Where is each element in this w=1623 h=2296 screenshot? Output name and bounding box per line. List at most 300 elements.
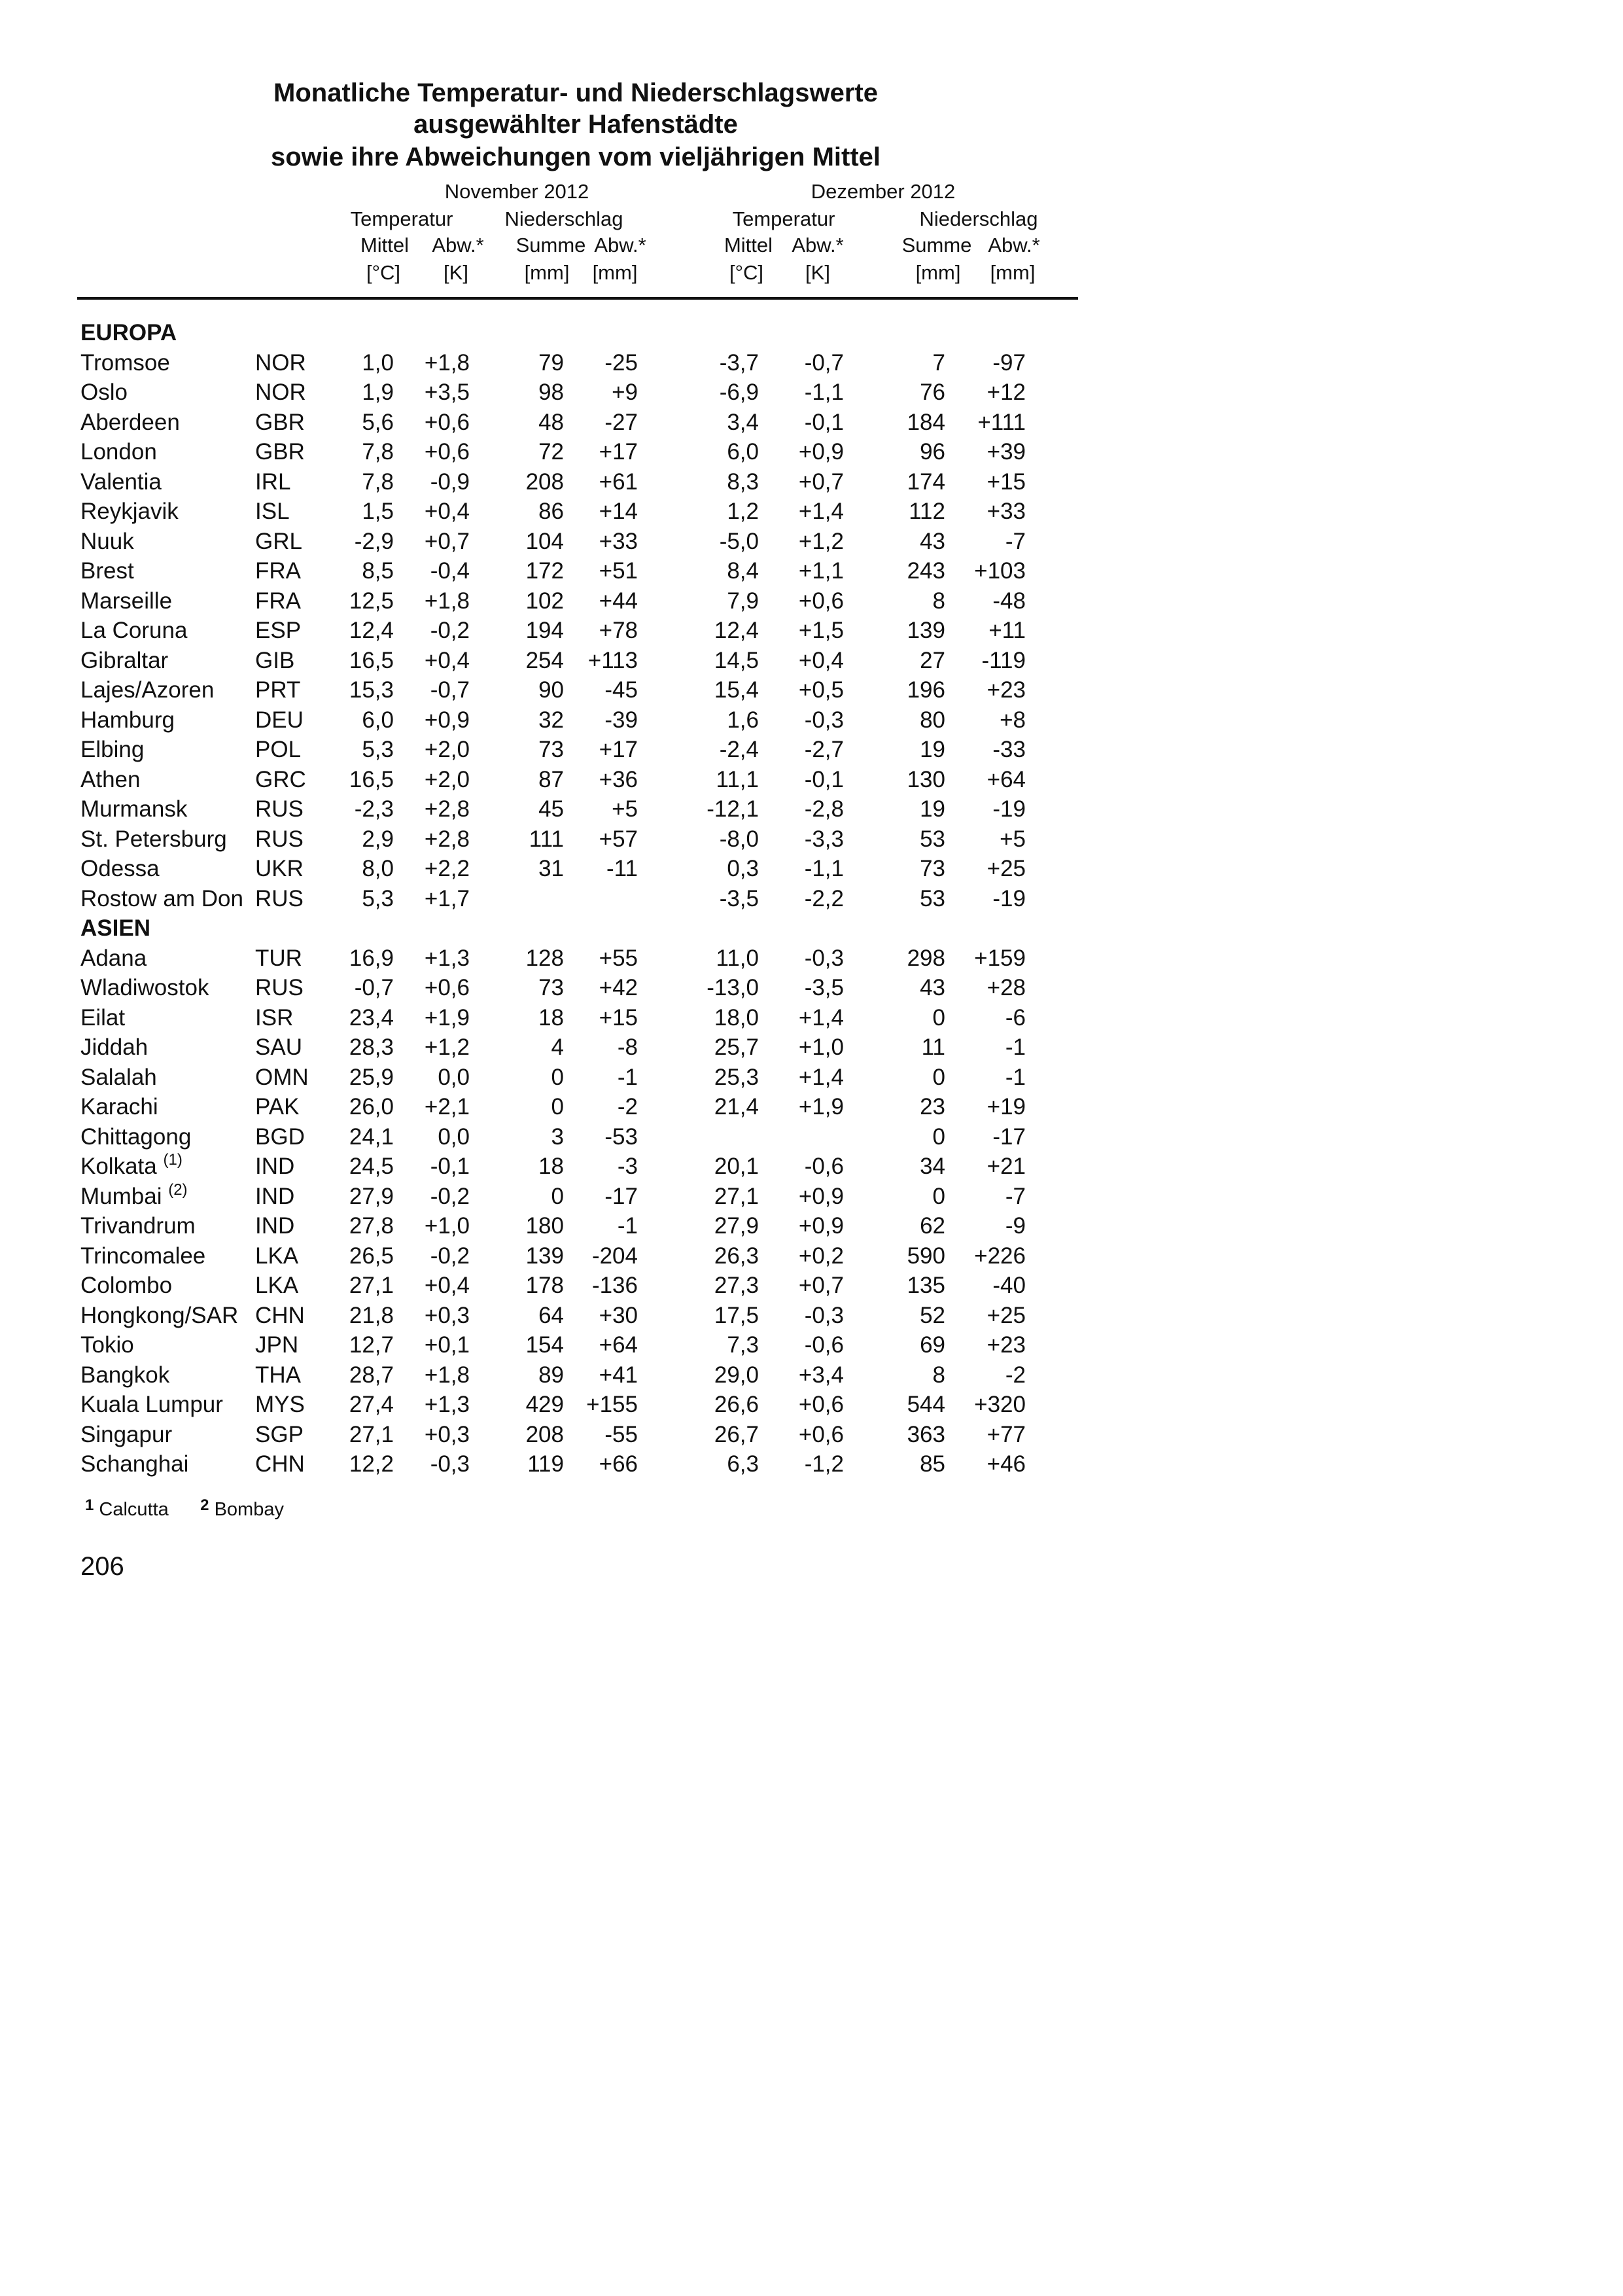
cell-dec-temp-mean: 25,3 <box>714 1064 759 1090</box>
footnotes <box>85 1494 284 1521</box>
cell-nov-temp-mean: 12,2 <box>349 1451 394 1477</box>
cell-dec-precip-dev: -1 <box>1005 1034 1026 1060</box>
cell-nov-precip-dev: -2 <box>617 1094 638 1120</box>
cell-dec-temp-dev: -3,5 <box>804 975 844 1000</box>
cell-nov-temp-mean: 6,0 <box>362 707 394 733</box>
cell-nov-temp-mean: 7,8 <box>362 468 394 495</box>
cell-nov-precip-sum: 0 <box>551 1183 564 1209</box>
cell-country: ESP <box>255 618 302 643</box>
cell-dec-precip-dev: +77 <box>986 1421 1026 1447</box>
cell-dec-temp-dev: +3,4 <box>798 1362 844 1388</box>
cell-dec-precip-dev: +320 <box>974 1392 1026 1417</box>
header-unit-mm-nov: [mm] <box>524 261 570 284</box>
cell-nov-temp-dev: -0,2 <box>430 1243 470 1269</box>
cell-dec-precip-sum: 174 <box>907 468 945 495</box>
cell-nov-temp-dev: +2,0 <box>424 737 470 762</box>
cell-nov-temp-dev: -0,2 <box>430 1183 470 1209</box>
cell-city <box>80 1182 188 1211</box>
cell-nov-temp-mean: -2,3 <box>354 796 394 822</box>
cell-city: Eilat <box>80 1004 126 1031</box>
cell-nov-precip-dev: -204 <box>591 1243 638 1269</box>
cell-dec-temp-dev: -0,7 <box>804 349 844 376</box>
cell-nov-temp-dev: -0,9 <box>430 468 470 495</box>
table-row <box>0 1092 1112 1122</box>
table-row <box>0 1449 1112 1479</box>
cell-nov-precip-sum: 208 <box>525 1421 564 1447</box>
cell-nov-precip-dev: +17 <box>599 737 638 762</box>
cell-country: PRT <box>255 677 301 703</box>
cell-dec-temp-mean: 1,2 <box>727 499 759 524</box>
cell-dec-precip-dev: +159 <box>974 945 1026 971</box>
table-row <box>0 646 1112 675</box>
cell-country: THA <box>255 1362 301 1388</box>
cell-dec-precip-dev: -7 <box>1005 1183 1026 1209</box>
cell-dec-temp-dev: +0,9 <box>798 1213 844 1239</box>
cell-dec-temp-dev: +1,9 <box>798 1094 844 1120</box>
cell-nov-precip-sum: 0 <box>551 1094 564 1120</box>
cell-dec-precip-dev: +8 <box>1000 707 1026 733</box>
cell-city: Schanghai <box>80 1451 189 1477</box>
cell-dec-temp-dev: -1,2 <box>804 1451 844 1477</box>
cell-dec-precip-sum: 8 <box>932 588 945 614</box>
cell-nov-precip-sum: 119 <box>527 1451 564 1477</box>
header-abw-prec-nov: Abw.* <box>594 234 646 256</box>
header-abw-temp-dec: Abw.* <box>792 234 844 256</box>
cell-nov-precip-sum: 86 <box>538 499 564 524</box>
footnote-2-marker: 2 <box>200 1496 209 1514</box>
cell-nov-temp-dev: +0,6 <box>424 975 470 1000</box>
cell-nov-precip-dev: +5 <box>612 796 638 822</box>
cell-nov-precip-dev: -1 <box>617 1064 638 1090</box>
cell-dec-temp-mean: 7,9 <box>727 588 759 614</box>
table-row <box>0 408 1112 437</box>
cell-dec-temp-dev: +1,4 <box>798 499 844 524</box>
cell-country: LKA <box>255 1273 299 1298</box>
cell-city: Lajes/Azoren <box>80 677 215 703</box>
cell-dec-temp-mean: -13,0 <box>707 975 759 1000</box>
cell-nov-precip-sum: 45 <box>538 796 564 822</box>
table-row <box>0 1301 1112 1330</box>
section-heading: ASIEN <box>80 915 150 941</box>
cell-nov-temp-dev: +2,8 <box>424 796 470 822</box>
cell-dec-precip-sum: 23 <box>920 1094 945 1120</box>
cell-country: DEU <box>255 707 304 733</box>
cell-city: Chittagong <box>80 1123 192 1150</box>
cell-dec-temp-dev: +0,6 <box>798 588 844 614</box>
cell-nov-precip-sum: 128 <box>525 945 564 971</box>
cell-dec-temp-mean: 6,0 <box>727 439 759 465</box>
cell-city: Oslo <box>80 380 128 405</box>
cell-nov-precip-dev: -25 <box>604 349 638 376</box>
cell-country: FRA <box>255 558 301 584</box>
cell-dec-temp-mean: 1,6 <box>727 707 759 733</box>
cell-city: Jiddah <box>80 1034 148 1060</box>
cell-nov-precip-sum: 154 <box>525 1332 564 1358</box>
cell-country: MYS <box>255 1392 305 1417</box>
table-row <box>0 378 1112 407</box>
cell-nov-precip-sum: 180 <box>525 1213 564 1239</box>
cell-dec-precip-sum: 0 <box>932 1183 945 1209</box>
cell-nov-precip-dev: +14 <box>599 499 638 524</box>
cell-dec-precip-sum: 53 <box>920 885 945 911</box>
cell-dec-precip-dev: -97 <box>992 349 1026 376</box>
header-temperatur-dec: Temperatur <box>732 207 835 230</box>
cell-nov-temp-dev: +2,2 <box>424 856 470 881</box>
cell-nov-temp-dev: +1,2 <box>424 1034 470 1060</box>
cell-city: Marseille <box>80 588 173 614</box>
cell-nov-precip-dev: -39 <box>604 707 638 733</box>
cell-dec-precip-sum: 19 <box>920 737 945 762</box>
cell-dec-temp-mean: -6,9 <box>719 380 759 405</box>
cell-nov-precip-dev: -53 <box>604 1123 638 1150</box>
cell-dec-precip-sum: 0 <box>932 1004 945 1031</box>
table-row <box>0 556 1112 586</box>
cell-nov-temp-dev: +3,5 <box>424 380 470 405</box>
cell-dec-precip-sum: 69 <box>920 1332 945 1358</box>
table-row <box>0 1003 1112 1033</box>
table-row <box>0 497 1112 526</box>
cell-dec-precip-sum: 85 <box>920 1451 945 1477</box>
cell-nov-precip-dev: +42 <box>599 975 638 1000</box>
cell-nov-precip-sum: 32 <box>538 707 564 733</box>
cell-city: Wladiwostok <box>80 975 209 1000</box>
cell-dec-precip-dev: -19 <box>992 796 1026 822</box>
cell-nov-temp-dev: +1,8 <box>424 349 470 376</box>
cell-dec-temp-mean: 18,0 <box>714 1004 759 1031</box>
cell-dec-temp-mean: 27,9 <box>714 1213 759 1239</box>
cell-nov-precip-sum: 208 <box>525 468 564 495</box>
cell-dec-temp-mean: 14,5 <box>714 647 759 673</box>
footnote-2-text: Bombay <box>214 1499 284 1520</box>
cell-nov-temp-dev: -0,4 <box>430 558 470 584</box>
cell-dec-temp-dev: +0,7 <box>798 468 844 495</box>
header-temperatur-nov: Temperatur <box>350 207 453 230</box>
table-row <box>0 705 1112 735</box>
cell-nov-precip-dev: +55 <box>599 945 638 971</box>
cell-nov-temp-mean: 8,0 <box>362 856 394 881</box>
cell-dec-precip-sum: 73 <box>920 856 945 881</box>
cell-dec-temp-mean: 8,4 <box>727 558 759 584</box>
cell-country: PAK <box>255 1094 300 1120</box>
header-unit-k-dec: [K] <box>805 261 830 284</box>
cell-nov-temp-dev: -0,1 <box>430 1154 470 1179</box>
cell-nov-temp-mean: 26,0 <box>349 1094 394 1120</box>
cell-dec-precip-sum: 135 <box>907 1273 945 1298</box>
table-row <box>0 1063 1112 1092</box>
cell-dec-precip-dev: -48 <box>992 588 1026 614</box>
cell-nov-temp-dev: +1,8 <box>424 1362 470 1388</box>
cell-dec-temp-dev: +1,1 <box>798 558 844 584</box>
header-unit-mm-dec: [mm] <box>915 261 961 284</box>
cell-country: IND <box>255 1154 295 1179</box>
cell-nov-precip-dev: +15 <box>599 1004 638 1031</box>
cell-dec-precip-sum: 196 <box>907 677 945 703</box>
cell-dec-temp-dev: +1,5 <box>798 618 844 643</box>
title-line-2: ausgewählter Hafenstädte <box>413 110 738 139</box>
cell-city: Tromsoe <box>80 349 170 376</box>
cell-country: IRL <box>255 468 291 495</box>
title-line-3: sowie ihre Abweichungen vom vieljährigen Mittel <box>270 143 881 171</box>
cell-nov-precip-sum: 194 <box>525 618 564 643</box>
cell-dec-temp-mean: 26,6 <box>714 1392 759 1417</box>
cell-nov-precip-sum: 31 <box>538 856 564 881</box>
cell-dec-precip-dev: +21 <box>986 1154 1026 1179</box>
cell-nov-precip-sum: 172 <box>525 558 564 584</box>
cell-nov-temp-mean: 27,4 <box>349 1392 394 1417</box>
header-unit-c-dec: [°C] <box>729 261 764 284</box>
cell-dec-temp-dev: +1,0 <box>798 1034 844 1060</box>
cell-country: GIB <box>255 647 295 673</box>
cell-dec-precip-dev: +46 <box>986 1451 1026 1477</box>
footnote-1-marker: 1 <box>85 1496 94 1514</box>
cell-dec-precip-sum: 96 <box>920 439 945 465</box>
cell-dec-temp-dev: +1,4 <box>798 1064 844 1090</box>
cell-city: Adana <box>80 945 147 971</box>
cell-dec-temp-mean: 6,3 <box>727 1451 759 1477</box>
cell-city: Rostow am Don <box>80 885 243 911</box>
cell-dec-temp-dev: +0,2 <box>798 1243 844 1269</box>
table-row <box>0 348 1112 378</box>
cell-city: St. Petersburg <box>80 826 227 852</box>
cell-dec-precip-sum: 112 <box>909 499 945 524</box>
cell-nov-temp-dev: +1,8 <box>424 588 470 614</box>
cell-dec-temp-dev: -0,1 <box>804 409 844 435</box>
cell-country: SGP <box>255 1421 304 1447</box>
cell-dec-precip-dev: +12 <box>986 380 1026 405</box>
cell-city: Karachi <box>80 1094 158 1120</box>
cell-nov-precip-dev: -55 <box>604 1421 638 1447</box>
cell-country: ISR <box>255 1004 294 1031</box>
cell-dec-precip-sum: 590 <box>907 1243 945 1269</box>
cell-nov-precip-dev: +78 <box>599 618 638 643</box>
cell-nov-temp-dev: 0,0 <box>438 1123 470 1150</box>
cell-nov-precip-dev: +51 <box>599 558 638 584</box>
cell-nov-precip-dev: +66 <box>599 1451 638 1477</box>
cell-dec-temp-mean: 26,7 <box>714 1421 759 1447</box>
cell-nov-temp-mean: 16,9 <box>349 945 394 971</box>
cell-dec-temp-dev: +1,2 <box>798 528 844 554</box>
cell-nov-precip-dev: +17 <box>599 439 638 465</box>
cell-country: TUR <box>255 945 302 971</box>
cell-country: CHN <box>255 1451 305 1477</box>
cell-nov-temp-mean: 1,0 <box>362 349 394 376</box>
city-name: Mumbai <box>80 1183 162 1209</box>
cell-country: RUS <box>255 796 304 822</box>
table-row <box>0 884 1112 913</box>
header-rule <box>77 297 1078 300</box>
cell-city: Hongkong/SAR <box>80 1302 239 1328</box>
cell-country: NOR <box>255 349 306 376</box>
cell-country: OMN <box>255 1064 309 1090</box>
cell-city: Brest <box>80 558 134 584</box>
footnote-1-text: Calcutta <box>99 1499 169 1520</box>
cell-nov-precip-dev: -45 <box>604 677 638 703</box>
cell-nov-temp-dev: +1,0 <box>424 1213 470 1239</box>
cell-country: GBR <box>255 439 305 465</box>
cell-nov-temp-dev: +0,3 <box>424 1302 470 1328</box>
cell-dec-temp-dev: -0,6 <box>804 1154 844 1179</box>
cell-dec-temp-dev: -0,3 <box>804 945 844 971</box>
cell-dec-precip-sum: 52 <box>920 1302 945 1328</box>
cell-dec-temp-dev: +0,9 <box>798 1183 844 1209</box>
cell-city <box>80 1152 183 1181</box>
header-abw-temp-nov: Abw.* <box>432 234 484 256</box>
cell-dec-temp-mean: 26,3 <box>714 1243 759 1269</box>
cell-dec-precip-sum: 0 <box>932 1123 945 1150</box>
cell-dec-precip-dev: +23 <box>986 1332 1026 1358</box>
cell-country: POL <box>255 737 302 762</box>
cell-nov-temp-mean: 1,5 <box>362 499 394 524</box>
cell-nov-temp-mean: -0,7 <box>354 975 394 1000</box>
cell-dec-precip-dev: -119 <box>981 647 1026 673</box>
cell-nov-temp-dev: +1,9 <box>424 1004 470 1031</box>
cell-country: GRL <box>255 528 302 554</box>
cell-nov-precip-sum: 79 <box>538 349 564 376</box>
cell-dec-temp-mean: 25,7 <box>714 1034 759 1060</box>
cell-nov-precip-sum: 178 <box>525 1273 564 1298</box>
cell-dec-temp-dev: +0,6 <box>798 1421 844 1447</box>
cell-dec-temp-dev: -0,1 <box>804 766 844 792</box>
header-mittel-nov: Mittel <box>360 234 410 256</box>
cell-nov-precip-dev: +113 <box>587 647 638 673</box>
cell-nov-precip-dev: +30 <box>599 1302 638 1328</box>
cell-dec-precip-sum: 27 <box>920 647 945 673</box>
cell-dec-temp-mean: -3,7 <box>719 349 759 376</box>
table-row <box>0 1241 1112 1271</box>
cell-nov-precip-sum: 139 <box>525 1243 564 1269</box>
cell-nov-precip-sum: 64 <box>538 1302 564 1328</box>
cell-nov-temp-mean: 8,5 <box>362 558 394 584</box>
cell-dec-precip-dev: +39 <box>986 439 1026 465</box>
header-summe-dec: Summe <box>901 234 972 256</box>
header-unit-k-nov: [K] <box>444 261 468 284</box>
cell-dec-temp-dev: -1,1 <box>804 856 844 881</box>
cell-country: UKR <box>255 856 304 881</box>
cell-nov-temp-mean: 24,1 <box>349 1123 394 1150</box>
cell-dec-precip-dev: +103 <box>974 558 1026 584</box>
table-row <box>0 1182 1112 1211</box>
title-line-1: Monatliche Temperatur- und Niederschlagswerte <box>273 79 878 107</box>
table-row <box>0 1390 1112 1419</box>
cell-dec-temp-mean: 11,0 <box>716 945 759 971</box>
table-row <box>0 1211 1112 1241</box>
cell-nov-precip-dev: -27 <box>604 409 638 435</box>
cell-dec-precip-sum: 298 <box>907 945 945 971</box>
table-row <box>0 944 1112 973</box>
cell-dec-temp-dev: -3,3 <box>804 826 844 852</box>
cell-city: Murmansk <box>80 796 188 822</box>
cell-nov-temp-dev: -0,3 <box>430 1451 470 1477</box>
header-mittel-dec: Mittel <box>724 234 773 256</box>
cell-nov-temp-mean: 27,9 <box>349 1183 394 1209</box>
header-abw-prec-dec: Abw.* <box>988 234 1040 256</box>
cell-city: Reykjavik <box>80 499 179 524</box>
cell-dec-temp-mean: -12,1 <box>707 796 759 822</box>
cell-city: Salalah <box>80 1064 157 1090</box>
cell-nov-temp-mean: 16,5 <box>349 647 394 673</box>
cell-dec-temp-mean: 20,1 <box>714 1154 759 1179</box>
cell-nov-temp-dev: +0,4 <box>424 1273 470 1298</box>
table-row <box>0 1271 1112 1300</box>
cell-nov-temp-dev: +0,6 <box>424 439 470 465</box>
cell-nov-precip-sum: 98 <box>538 380 564 405</box>
cell-dec-precip-dev: +28 <box>986 975 1026 1000</box>
cell-nov-precip-dev: -8 <box>617 1034 638 1060</box>
cell-city: Odessa <box>80 856 160 881</box>
cell-nov-temp-dev: +0,6 <box>424 409 470 435</box>
cell-nov-temp-mean: 12,4 <box>349 618 394 643</box>
cell-nov-precip-dev: -136 <box>591 1273 638 1298</box>
header-month-december: Dezember 2012 <box>811 180 956 203</box>
cell-dec-precip-sum: 184 <box>907 409 945 435</box>
cell-dec-temp-dev: +0,9 <box>798 439 844 465</box>
section-heading: EUROPA <box>80 320 177 345</box>
cell-country: BGD <box>255 1123 305 1150</box>
table-row <box>0 437 1112 467</box>
cell-dec-precip-sum: 19 <box>920 796 945 822</box>
cell-dec-temp-mean: 29,0 <box>714 1362 759 1388</box>
cell-dec-temp-mean: -3,5 <box>719 885 759 911</box>
header-niederschlag-dec: Niederschlag <box>919 207 1038 230</box>
cell-dec-temp-mean: 27,3 <box>714 1273 759 1298</box>
cell-nov-precip-sum: 73 <box>538 975 564 1000</box>
cell-nov-temp-mean: 5,3 <box>362 885 394 911</box>
cell-nov-precip-dev: +61 <box>599 468 638 495</box>
cell-dec-precip-sum: 363 <box>907 1421 945 1447</box>
cell-nov-temp-mean: 7,8 <box>362 439 394 465</box>
cell-dec-precip-sum: 139 <box>907 618 945 643</box>
cell-nov-precip-sum: 102 <box>525 588 564 614</box>
cell-nov-temp-dev: +0,1 <box>424 1332 470 1358</box>
cell-dec-precip-dev: -40 <box>992 1273 1026 1298</box>
cell-dec-temp-dev: +0,6 <box>798 1392 844 1417</box>
cell-nov-temp-mean: 23,4 <box>349 1004 394 1031</box>
cell-city: La Coruna <box>80 618 188 643</box>
cell-dec-temp-dev: -2,8 <box>804 796 844 822</box>
cell-dec-precip-dev: +19 <box>986 1094 1026 1120</box>
cell-nov-precip-sum: 18 <box>538 1154 564 1179</box>
cell-nov-precip-sum: 72 <box>538 439 564 465</box>
cell-dec-precip-sum: 34 <box>920 1154 945 1179</box>
cell-dec-temp-mean: 3,4 <box>727 409 759 435</box>
cell-city: Colombo <box>80 1273 173 1298</box>
cell-nov-temp-dev: +2,1 <box>424 1094 470 1120</box>
cell-city: Elbing <box>80 737 145 762</box>
cell-dec-temp-mean: 8,3 <box>727 468 759 495</box>
header-unit-c-nov: [°C] <box>366 261 401 284</box>
cell-dec-temp-mean: 17,5 <box>714 1302 759 1328</box>
cell-country: IND <box>255 1183 295 1209</box>
cell-nov-temp-dev: +2,8 <box>424 826 470 852</box>
cell-dec-temp-dev: -2,7 <box>804 737 844 762</box>
cell-nov-precip-dev: -17 <box>604 1183 638 1209</box>
cell-dec-temp-mean: 11,1 <box>716 766 759 792</box>
cell-dec-temp-dev: +0,7 <box>798 1273 844 1298</box>
cell-dec-temp-mean: 15,4 <box>714 677 759 703</box>
cell-dec-temp-mean: 7,3 <box>727 1332 759 1358</box>
cell-dec-precip-dev: +111 <box>977 409 1026 435</box>
cell-nov-temp-dev: -0,7 <box>430 677 470 703</box>
cell-nov-temp-dev: +1,3 <box>424 945 470 971</box>
cell-nov-precip-dev: +41 <box>599 1362 638 1388</box>
cell-city: Gibraltar <box>80 647 169 673</box>
cell-nov-precip-sum: 111 <box>529 826 564 852</box>
cell-dec-temp-mean: 21,4 <box>714 1094 759 1120</box>
cell-dec-precip-sum: 76 <box>920 380 945 405</box>
cell-country: RUS <box>255 975 304 1000</box>
table-row <box>0 467 1112 497</box>
footnote-ref: (1) <box>163 1151 183 1169</box>
